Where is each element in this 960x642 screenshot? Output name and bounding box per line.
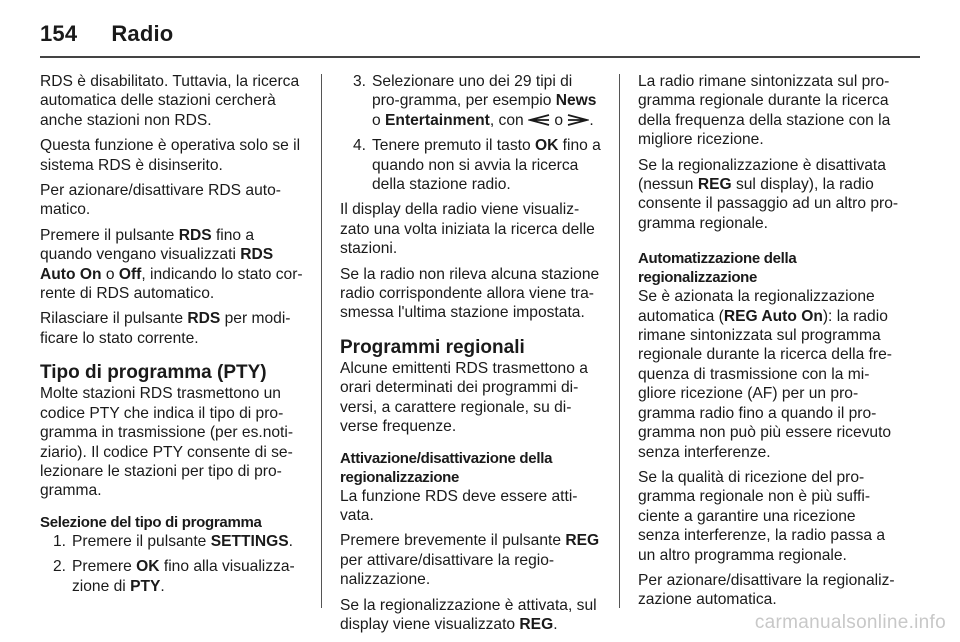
display-pty: PTY bbox=[130, 577, 161, 595]
text: , con bbox=[489, 111, 528, 129]
text: Premere brevemente il pulsante bbox=[340, 532, 566, 550]
display-reg-auto-on: REG Auto On bbox=[723, 307, 823, 325]
text: , indicando lo stato cor-rente di RDS automatico. bbox=[40, 265, 303, 303]
display-rds-auto-on: RDS Auto On bbox=[40, 246, 274, 283]
column-divider bbox=[321, 74, 322, 608]
column-1 bbox=[40, 72, 306, 602]
paragraph bbox=[340, 531, 604, 589]
text: Se la regionalizzazione è attivata, sul display viene visualizzato bbox=[340, 596, 597, 633]
header-rule bbox=[40, 56, 920, 58]
text: Rilasciare il pulsante bbox=[40, 310, 188, 328]
paragraph bbox=[638, 156, 900, 234]
column-3 bbox=[638, 72, 900, 616]
pty-entertainment: Entertainment bbox=[385, 111, 490, 129]
paragraph: Per azionare/disattivare la regionaliz-zazione automatica. bbox=[638, 571, 895, 609]
text: Premere il pulsante bbox=[40, 226, 179, 244]
list-item bbox=[40, 557, 306, 596]
list-item bbox=[340, 72, 604, 130]
text: . bbox=[160, 577, 165, 595]
paragraph: La radio rimane sintonizzata sul pro-gramma regionale durante la ricerca della frequenza della stazione con la migliore ricezione. bbox=[638, 73, 891, 149]
list-number: 2. bbox=[52, 558, 66, 576]
list-text bbox=[72, 557, 306, 596]
text: . bbox=[553, 615, 558, 633]
seek-left-icon bbox=[528, 114, 550, 126]
text: per attivare/disattivare la regio-nalizzazione. bbox=[340, 551, 555, 589]
list-text bbox=[372, 136, 604, 194]
list-item bbox=[40, 532, 306, 551]
page-number: 154 bbox=[40, 21, 78, 46]
text: o bbox=[101, 265, 119, 283]
list-number: 1. bbox=[52, 532, 66, 550]
subheading-program-selection: Selezione del tipo di programma bbox=[40, 513, 262, 531]
text: . bbox=[288, 532, 294, 550]
paragraph bbox=[40, 226, 306, 304]
text: o bbox=[550, 111, 568, 129]
text: Se la regionalizzazione è disattivata (nessun bbox=[638, 156, 886, 194]
text: Premere il pulsante bbox=[72, 532, 211, 550]
section-title: Radio bbox=[111, 21, 174, 46]
seek-right-icon bbox=[567, 114, 589, 126]
paragraph bbox=[638, 287, 900, 462]
text: per modi-ficare lo stato corrente. bbox=[40, 310, 291, 347]
list-number: 4. bbox=[352, 137, 366, 155]
display-off: Off bbox=[118, 265, 142, 283]
paragraph: Se la radio non rileva alcuna stazione radio corrispondente allora viene tra-smessa l'ultima stazione impostata. bbox=[340, 265, 600, 322]
text: sul display), la radio consente il passaggio ad un altro pro-gramma regionale. bbox=[638, 176, 899, 232]
paragraph: Alcune emittenti RDS trasmettono a orari determinati dei programmi di-versi, a carattere regionale, su di-verse frequenze. bbox=[340, 359, 588, 436]
text: Tenere premuto il tasto bbox=[372, 137, 535, 155]
column-2 bbox=[340, 72, 604, 640]
list-item bbox=[340, 136, 604, 194]
page-header bbox=[40, 16, 173, 52]
key-rds: RDS bbox=[178, 226, 212, 244]
key-reg: REG bbox=[565, 532, 600, 550]
text: fino alla visualizza-zione di bbox=[72, 558, 295, 595]
list-number: 3. bbox=[352, 73, 366, 90]
paragraph: La funzione RDS deve essere atti-vata. bbox=[340, 487, 578, 524]
text: Premere bbox=[72, 558, 137, 576]
list-text bbox=[72, 532, 306, 551]
watermark: carmanualsonline.info bbox=[754, 612, 946, 633]
display-reg: REG bbox=[697, 176, 732, 194]
key-rds: RDS bbox=[187, 310, 221, 328]
text: fino a quando vengano visualizzati bbox=[40, 226, 255, 264]
key-ok: OK bbox=[534, 137, 559, 155]
text: Se è azionata la regionalizzazione automatica ( bbox=[638, 288, 875, 325]
display-reg: REG bbox=[519, 615, 554, 633]
heading-regional-programs: Programmi regionali bbox=[340, 336, 525, 358]
column-divider bbox=[619, 74, 620, 608]
paragraph: Molte stazioni RDS trasmettono un codice PTY che indica il tipo di pro-gramma in trasmissione (per es.noti-ziario). Il codice PTY consente di se-lezionare le stazioni per tipo di pro-gramma. bbox=[40, 385, 294, 500]
paragraph bbox=[340, 596, 604, 635]
subheading-regionalization-toggle: Attivazione/disattivazione della regionalizzazione bbox=[340, 449, 553, 486]
paragraph: RDS è disabilitato. Tuttavia, la ricerca automatica delle stazioni cercherà anche stazioni non RDS. bbox=[40, 73, 300, 129]
pty-news: News bbox=[555, 92, 597, 110]
paragraph: Per azionare/disattivare RDS auto-matico. bbox=[40, 182, 281, 219]
key-ok: OK bbox=[136, 558, 160, 576]
heading-program-type: Tipo di programma (PTY) bbox=[40, 362, 267, 384]
paragraph: Se la qualità di ricezione del pro-gramma regionale non è più suffi-ciente a garantire una ricezione senza interferenze, la radio passa a un altro programma regionale. bbox=[638, 468, 886, 564]
text: fino a quando non si avvia la ricerca della stazione radio. bbox=[372, 137, 601, 194]
paragraph: Il display della radio viene visualiz-zato una volta iniziata la ricerca delle stazioni. bbox=[340, 201, 595, 258]
subheading-auto-regionalization: Automatizzazione della regionalizzazione bbox=[638, 250, 797, 287]
key-settings: SETTINGS bbox=[210, 532, 289, 550]
text: Selezionare uno dei 29 tipi di pro-gramma, per esempio bbox=[372, 73, 573, 110]
text: . bbox=[589, 111, 594, 129]
text: ): la radio rimane sintonizzata sul programma regionale durante la ricerca della fre-quenza di trasmissione con la mi-gliore ricezione (AF) per un pro-gramma radio fino a quando il pro-gramma non può più essere ricevuto senza interferenze. bbox=[638, 307, 892, 461]
paragraph bbox=[40, 309, 306, 348]
paragraph: Questa funzione è operativa solo se il sistema RDS è disinserito. bbox=[40, 137, 301, 174]
text: o bbox=[372, 111, 386, 129]
list-text bbox=[372, 72, 604, 130]
